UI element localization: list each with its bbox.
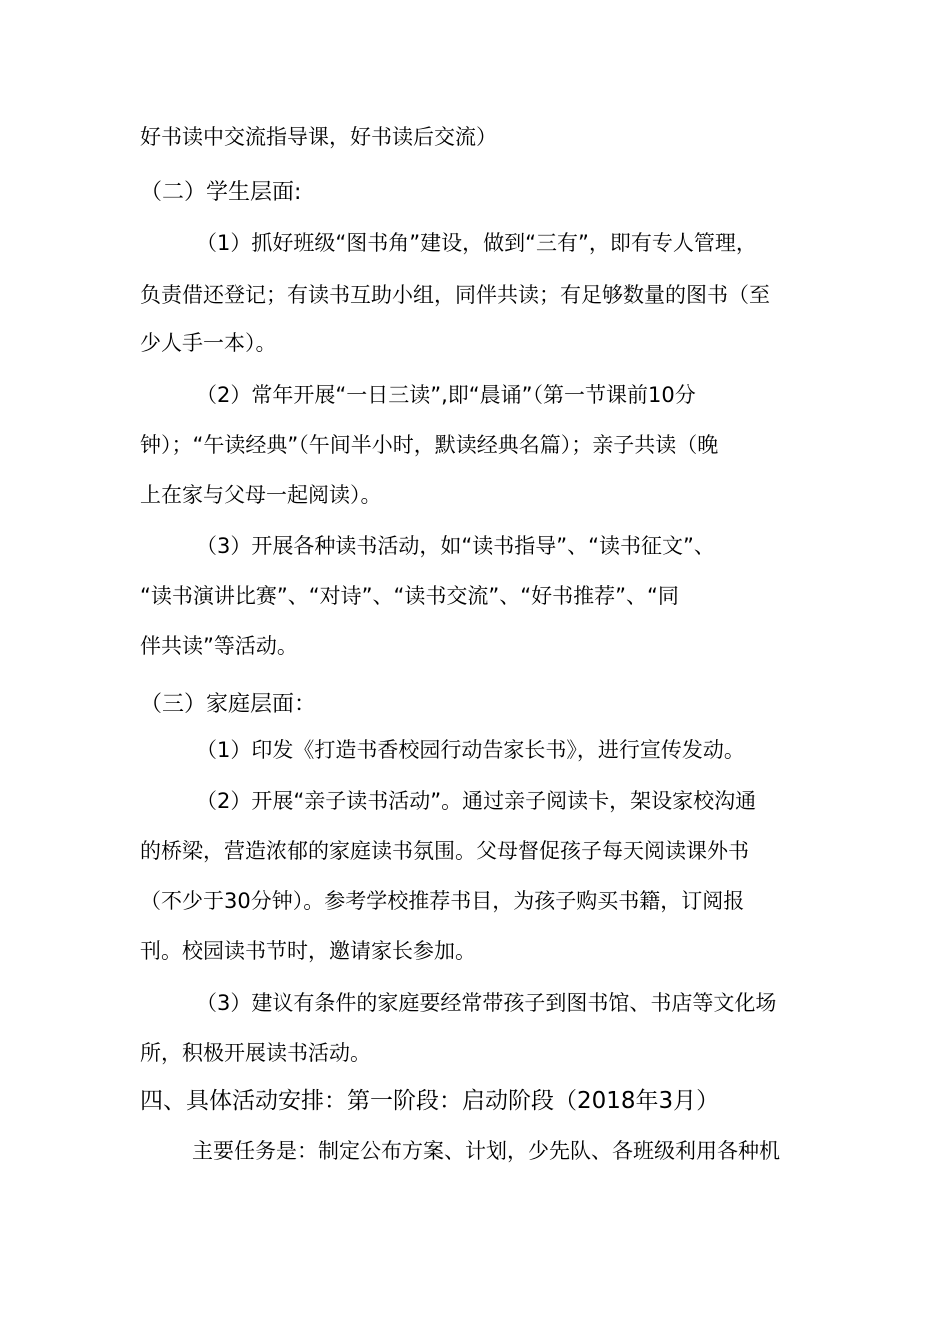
text-line: 好书读中交流指导课，好书读后交流） — [140, 125, 497, 149]
text-line: 钟）；“午读经典”（午间半小时，默读经典名篇）；亲子共读（晚 — [140, 433, 719, 457]
section-heading-schedule: 四、具体活动安排：第一阶段：启动阶段（2018年3月） — [140, 1088, 720, 1114]
text-line: 所，积极开展读书活动。 — [140, 1041, 371, 1065]
section-heading-student: （二）学生层面: — [140, 180, 302, 205]
text-line: 负责借还登记；有读书互助小组，同伴共读；有足够数量的图书（至 — [140, 283, 770, 307]
text-line: 上在家与父母一起阅读）。 — [140, 483, 382, 507]
text-line: （2）常年开展“一日三读”,即“晨诵”（第一节课前10分 — [196, 383, 696, 407]
section-heading-family: （三）家庭层面： — [140, 692, 317, 717]
text-line: （1）抓好班级“图书角”建设，做到“三有”，即有专人管理， — [196, 231, 757, 255]
text-line: 主要任务是：制定公布方案、计划，少先队、各班级利用各种机 — [192, 1139, 780, 1163]
text-line: 伴共读”等活动。 — [140, 634, 298, 658]
text-line: （3）建议有条件的家庭要经常带孩子到图书馆、书店等文化场 — [196, 991, 777, 1015]
text-line: 少人手一本）。 — [140, 331, 277, 355]
text-line: 的桥梁，营造浓郁的家庭读书氛围。父母督促孩子每天阅读课外书 — [140, 839, 749, 863]
text-line: （3）开展各种读书活动，如“读书指导”、“读书征文”、 — [196, 534, 715, 558]
text-line: （2）开展“亲子读书活动”。通过亲子阅读卡，架设家校沟通 — [196, 789, 757, 813]
text-line: “读书演讲比赛”、“对诗”、“读书交流”、“好书推荐”、“同 — [140, 584, 679, 608]
text-line: （1）印发《打造书香校园行动告家长书》，进行宣传发动。 — [196, 738, 745, 762]
text-line: 刊。校园读书节时，邀请家长参加。 — [140, 939, 476, 963]
text-line: （不少于30分钟）。参考学校推荐书目，为孩子购买书籍，订阅报 — [140, 889, 745, 913]
